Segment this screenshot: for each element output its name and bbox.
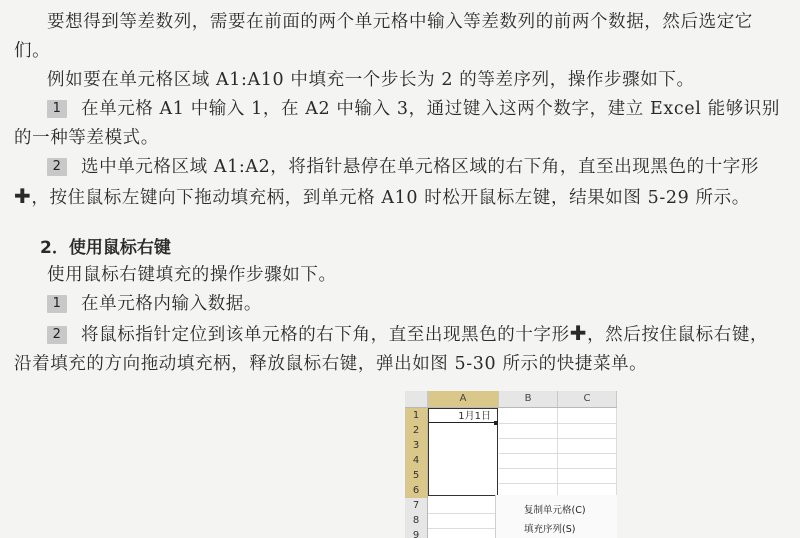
- cross-cursor-icon: ✚: [569, 321, 588, 345]
- spreadsheet-figure: [405, 391, 617, 538]
- paragraph-example: 例如要在单元格区域 A1:A10 中填充一个步长为 2 的等差序列，操作步骤如下。: [47, 70, 695, 90]
- row-header-5[interactable]: 5: [405, 468, 428, 484]
- paragraph-step2: 2 选中单元格区域 A1:A2，将指针悬停在单元格区域的右下角，直至出现黑色的十字形✚，按住鼠标左键向下拖动填充柄，到单元格 A10 时松开鼠标左键，结果如图 5-29 所示。: [14, 157, 759, 208]
- row-header-1[interactable]: 1: [405, 408, 428, 424]
- section-heading: 2．使用鼠标右键: [40, 238, 171, 258]
- row-header-7[interactable]: 7: [405, 498, 428, 514]
- paragraph-right-click-intro: 使用鼠标右键填充的操作步骤如下。: [47, 265, 337, 285]
- column-header-b[interactable]: B: [499, 391, 558, 407]
- cross-cursor-icon: ✚: [14, 184, 32, 208]
- row-header-3[interactable]: 3: [405, 438, 428, 454]
- cell-b3[interactable]: [499, 438, 558, 454]
- cell-b1[interactable]: [499, 408, 558, 424]
- menu-item-copy-cells[interactable]: 复制单元格(C): [524, 505, 586, 516]
- paragraph-step1: 1 在单元格 A1 中输入 1，在 A2 中输入 3，通过键入这两个数字，建立 Excel 能够识别的一种等差模式。: [14, 99, 781, 148]
- cell-c2[interactable]: [558, 423, 617, 439]
- column-header-a[interactable]: A: [428, 391, 499, 407]
- row-header-9[interactable]: 9: [405, 528, 428, 538]
- row-header-4[interactable]: 4: [405, 453, 428, 469]
- cell-c4[interactable]: [558, 453, 617, 469]
- paragraph-step1b: 1 在单元格内输入数据。: [14, 290, 786, 319]
- cell-b5[interactable]: [499, 468, 558, 484]
- cell-b4[interactable]: [499, 453, 558, 469]
- selection-range: [428, 408, 498, 496]
- paragraph-intro: 要想得到等差数列，需要在前面的两个单元格中输入等差数列的前两个数据，然后选定它们。: [14, 12, 753, 61]
- context-menu: [495, 495, 617, 538]
- step-badge: 2: [47, 326, 67, 344]
- cell-a9[interactable]: [428, 528, 499, 538]
- step-badge: 2: [47, 158, 67, 176]
- select-all-corner[interactable]: [405, 391, 428, 407]
- step-badge: 1: [47, 295, 67, 313]
- paragraph-step2b: 2 将鼠标指针定位到该单元格的右下角，直至出现黑色的十字形✚，然后按住鼠标右键，沿着填充的方向拖动填充柄，释放鼠标右键，弹出如图 5-30 所示的快捷菜单。: [14, 321, 769, 374]
- row-header-8[interactable]: 8: [405, 513, 428, 529]
- cell-a7[interactable]: [428, 498, 499, 514]
- cell-c3[interactable]: [558, 438, 617, 454]
- column-header-row: [405, 391, 617, 408]
- row-header-6[interactable]: 6: [405, 483, 428, 499]
- fill-handle[interactable]: [494, 421, 498, 425]
- menu-item-fill-series[interactable]: 填充序列(S): [524, 524, 576, 535]
- cell-a1[interactable]: 1月1日: [428, 408, 498, 423]
- cell-a8[interactable]: [428, 513, 499, 529]
- cell-b2[interactable]: [499, 423, 558, 439]
- column-header-c[interactable]: C: [558, 391, 617, 407]
- row-header-2[interactable]: 2: [405, 423, 428, 439]
- step-badge: 1: [47, 100, 67, 118]
- cell-c5[interactable]: [558, 468, 617, 484]
- cell-c1[interactable]: [558, 408, 617, 424]
